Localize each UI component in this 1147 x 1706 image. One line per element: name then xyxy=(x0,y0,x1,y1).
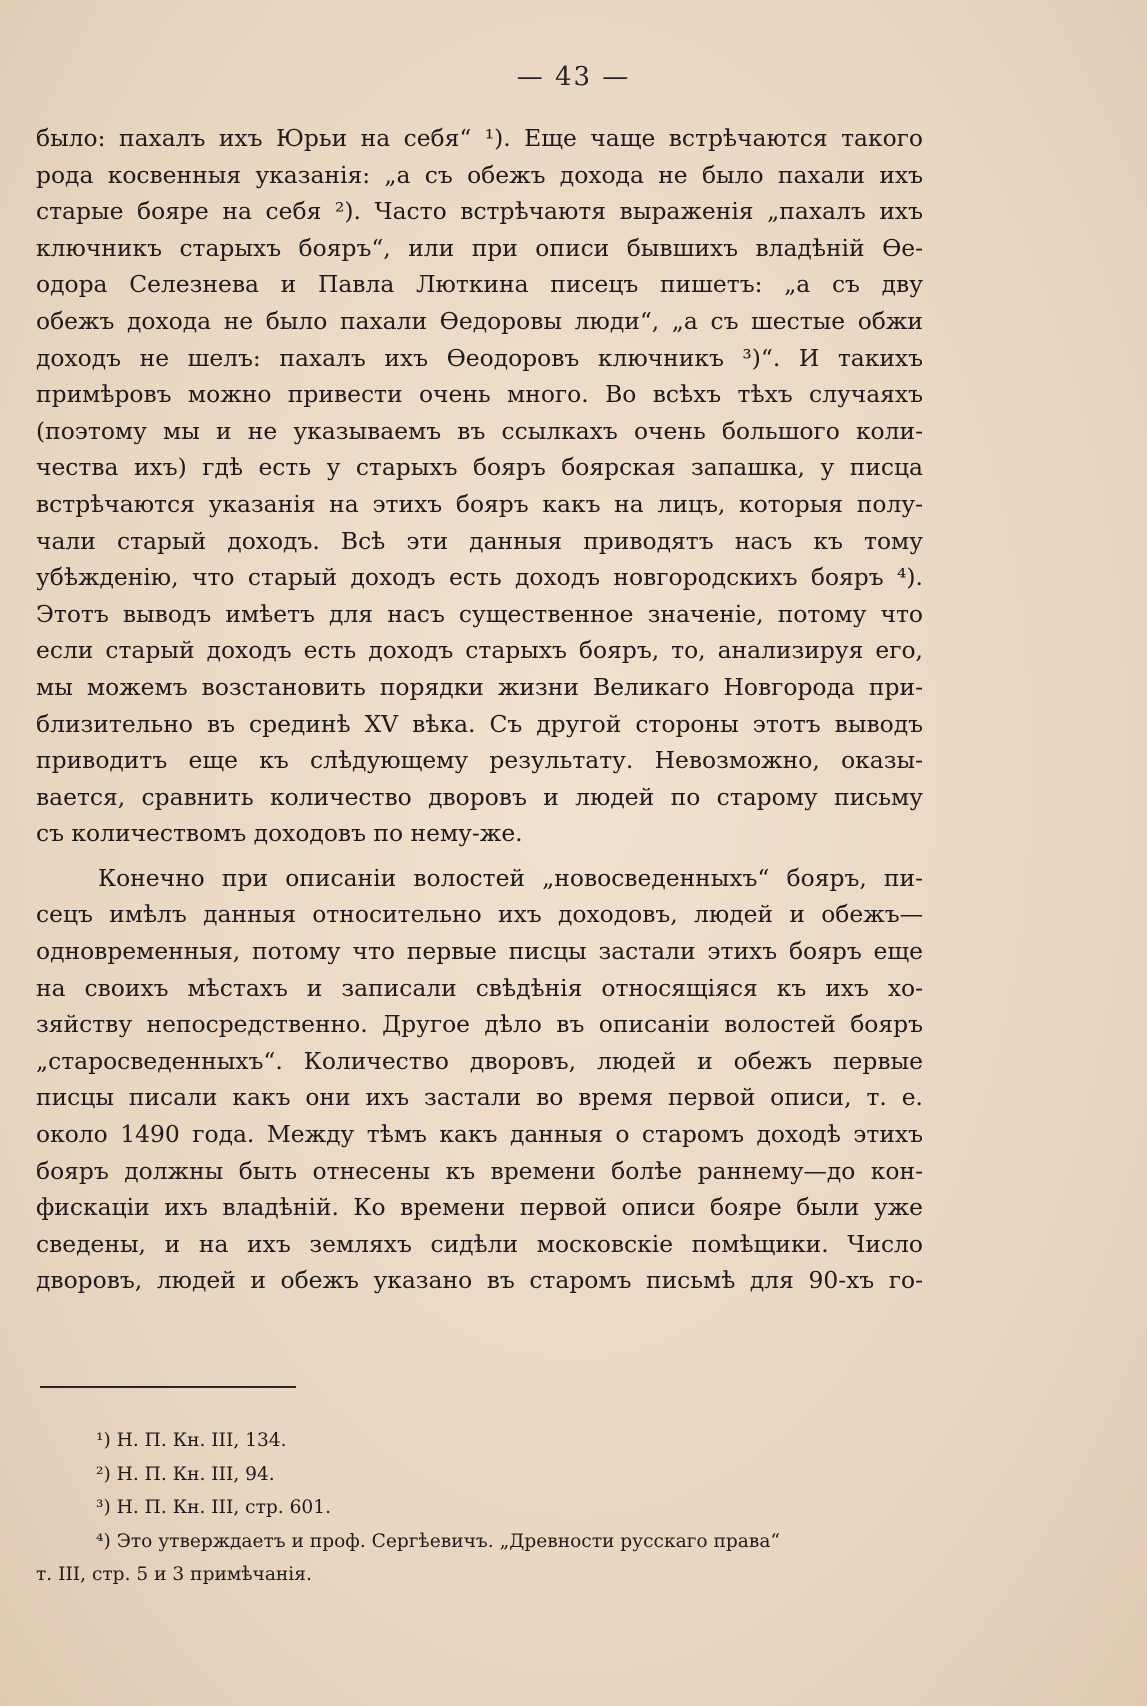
text-line: одновременныя, потому что первые писцы застали этихъ бояръ еще xyxy=(36,937,923,966)
text-line: если старый доходъ есть доходъ старыхъ бояръ, то, анализируя его, xyxy=(36,636,923,665)
footnote-4: ⁴) Это утверждаетъ и проф. Сергѣевичъ. „Древности русскаго права“ xyxy=(96,1530,780,1552)
text-line: ключникъ старыхъ бояръ“, или при описи бывшихъ владѣній Ѳе- xyxy=(36,233,923,262)
text-line: старые бояре на себя ²). Часто встрѣчаютя выраженія „пахалъ ихъ xyxy=(36,197,923,226)
text-line: фискаціи ихъ владѣній. Ко времени первой описи бояре были уже xyxy=(36,1193,923,1222)
text-line: вается, сравнить количество дворовъ и людей по старому письму xyxy=(36,782,923,811)
text-line: примѣровъ можно привести очень много. Во всѣхъ тѣхъ случаяхъ xyxy=(36,380,923,409)
footnote-1: ¹) Н. П. Кн. III, 134. xyxy=(96,1430,287,1451)
text-line: сведены, и на ихъ земляхъ сидѣли московскіе помѣщики. Число xyxy=(36,1229,923,1258)
text-line: сецъ имѣлъ данныя относительно ихъ доходовъ, людей и обежъ— xyxy=(36,900,923,929)
text-line: зяйству непосредственно. Другое дѣло въ описаніи волостей бояръ xyxy=(36,1010,923,1039)
text-line: Конечно при описаніи волостей „новосведенныхъ“ бояръ, пи- xyxy=(98,863,923,892)
text-line: убѣжденію, что старый доходъ есть доходъ новгородскихъ бояръ ⁴). xyxy=(36,563,923,592)
text-line: на своихъ мѣстахъ и записали свѣдѣнія относящіяся къ ихъ хо- xyxy=(36,973,923,1002)
page-number: — 43 — xyxy=(516,62,631,92)
text-line: чали старый доходъ. Всѣ эти данныя приводятъ насъ къ тому xyxy=(36,526,923,555)
text-line: встрѣчаются указанія на этихъ бояръ какъ на лицъ, которыя полу- xyxy=(36,489,923,518)
footnote-divider xyxy=(40,1386,296,1388)
text-line: (поэтому мы и не указываемъ въ ссылкахъ очень большого коли- xyxy=(36,416,923,445)
text-line: „старосведенныхъ“. Количество дворовъ, людей и обежъ первые xyxy=(36,1046,923,1075)
footnote-4-continuation: т. III, стр. 5 и 3 примѣчанія. xyxy=(36,1564,312,1585)
text-line: приводитъ еще къ слѣдующему результату. Невозможно, оказы- xyxy=(36,746,923,775)
text-line: было: пахалъ ихъ Юрьи на себя“ ¹). Еще чаще встрѣчаются такого xyxy=(36,124,923,152)
text-line: доходъ не шелъ: пахалъ ихъ Ѳеодоровъ ключникъ ³)“. И такихъ xyxy=(36,343,923,372)
text-line: близительно въ срединѣ XV вѣка. Съ другой стороны этотъ выводъ xyxy=(36,709,923,738)
paragraph-1 xyxy=(36,120,923,852)
text-line: одора Селезнева и Павла Люткина писецъ пишетъ: „а съ дву xyxy=(36,270,923,299)
text-line: обежъ дохода не было пахали Ѳедоровы люди“, „а съ шестые обжи xyxy=(36,306,923,335)
text-line: съ количествомъ доходовъ по нему-же. xyxy=(36,819,523,848)
text-line: чества ихъ) гдѣ есть у старыхъ бояръ боярская запашка, у писца xyxy=(36,453,923,482)
footnotes xyxy=(36,1424,936,1592)
text-line: рода косвенныя указанія: „а съ обежъ дохода не было пахали ихъ xyxy=(36,160,923,189)
footnote-3: ³) Н. П. Кн. III, стр. 601. xyxy=(96,1497,331,1518)
text-line: дворовъ, людей и обежъ указано въ старомъ письмѣ для 90-хъ го- xyxy=(36,1266,923,1295)
footnote-2: ²) Н. П. Кн. III, 94. xyxy=(96,1463,275,1485)
main-text xyxy=(36,120,923,1299)
paragraph-2 xyxy=(36,860,923,1299)
text-line: около 1490 года. Между тѣмъ какъ данныя о старомъ доходѣ этихъ xyxy=(36,1120,923,1149)
text-line: писцы писали какъ они ихъ застали во время первой описи, т. е. xyxy=(36,1083,923,1112)
text-line: бояръ должны быть отнесены къ времени болѣе раннему—до кон- xyxy=(36,1156,923,1185)
text-line: Этотъ выводъ имѣетъ для насъ существенное значеніе, потому что xyxy=(36,599,923,628)
text-line: мы можемъ возстановить порядки жизни Великаго Новгорода при- xyxy=(36,672,923,701)
